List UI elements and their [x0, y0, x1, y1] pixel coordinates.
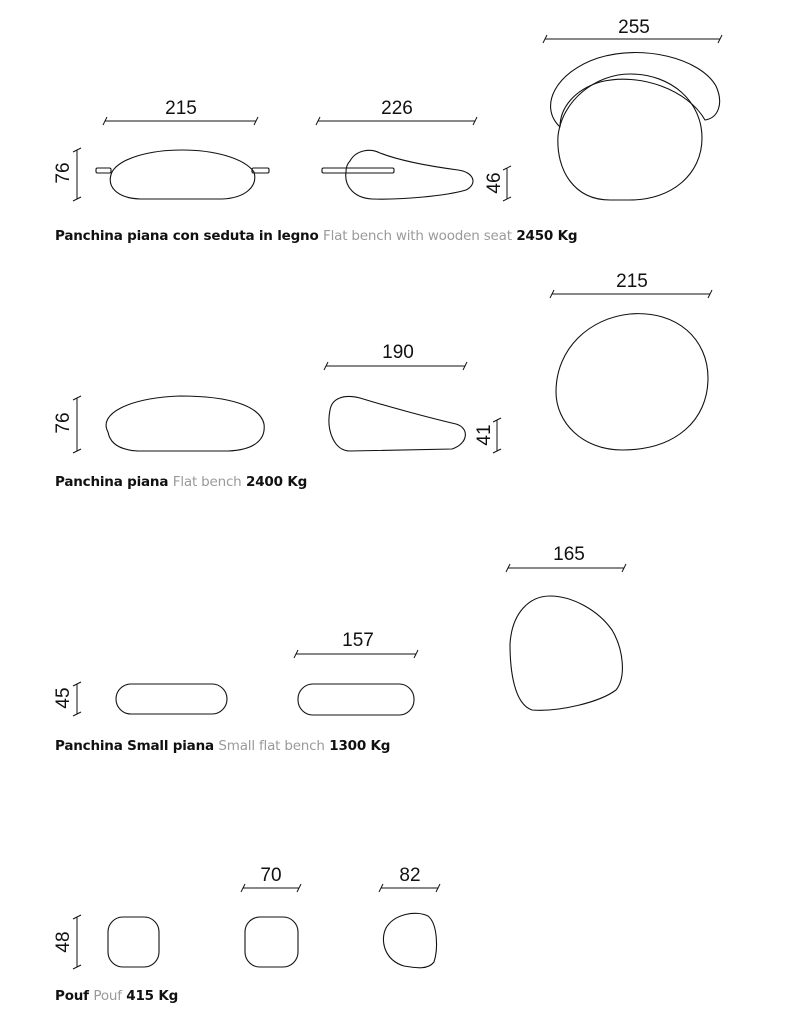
- row1-top-width-label: 255: [618, 17, 650, 38]
- row1-front-outline: [346, 150, 473, 199]
- row4-top-width-label: 82: [399, 865, 421, 886]
- row4-top-outline: [383, 913, 436, 967]
- row2-front-length-label: 190: [382, 342, 414, 363]
- row4-weight: 415 Kg: [126, 988, 179, 1004]
- row1-weight: 2450 Kg: [516, 228, 578, 244]
- row4-side-outline: [108, 917, 159, 967]
- row1-side-outline: [110, 150, 254, 199]
- row2-side-height-label: 76: [53, 412, 74, 434]
- row1-front-length-label: 226: [381, 98, 413, 119]
- row1-top-view: [551, 53, 720, 200]
- row3-name-it: Panchina Small piana: [55, 738, 214, 754]
- row3-weight: 1300 Kg: [329, 738, 391, 754]
- row2-top-width-label: 215: [616, 271, 648, 292]
- row1-side-length-label: 215: [165, 98, 197, 119]
- row1-wooden-seat-left: [96, 168, 111, 173]
- row1-name-en: Flat bench with wooden seat: [323, 228, 512, 244]
- row2-caption: [55, 474, 307, 490]
- row2-side-outline: [106, 396, 264, 451]
- dimension-lines: [73, 35, 722, 969]
- row2-front-height-label: 41: [474, 424, 495, 446]
- row1-seat-outline: [558, 74, 702, 200]
- row3-side-outline: [116, 684, 227, 714]
- row2-name-en: Flat bench: [172, 474, 242, 490]
- row3-top-width-label: 165: [553, 544, 585, 565]
- row2-front-outline: [329, 397, 465, 452]
- row3-name-en: Small flat bench: [218, 738, 325, 754]
- row3-front-outline: [298, 684, 414, 715]
- row1-front-wooden-seat: [322, 168, 394, 173]
- row4-name-en: Pouf: [93, 988, 122, 1004]
- row2-top-outline: [556, 314, 708, 450]
- row3-caption: [55, 738, 390, 754]
- row4-caption: [55, 988, 178, 1004]
- row4-side-height-label: 48: [53, 931, 74, 953]
- row1-side-height-label: 76: [53, 162, 74, 184]
- row1-name-it: Panchina piana con seduta in legno: [55, 228, 319, 244]
- row1-front-view: [322, 150, 473, 199]
- row3-side-height-label: 45: [53, 687, 74, 709]
- row4-front-length-label: 70: [260, 865, 282, 886]
- row1-side-view: [96, 150, 269, 199]
- row1-backrest-outline: [551, 53, 720, 127]
- row1-front-height-label: 46: [484, 172, 505, 194]
- row2-weight: 2400 Kg: [246, 474, 308, 490]
- row1-caption: [55, 228, 577, 244]
- row3-front-length-label: 157: [342, 630, 374, 651]
- row3-top-outline: [510, 596, 622, 710]
- row4-front-outline: [245, 917, 298, 967]
- row4-name-it: Pouf: [55, 988, 89, 1004]
- row2-name-it: Panchina piana: [55, 474, 169, 490]
